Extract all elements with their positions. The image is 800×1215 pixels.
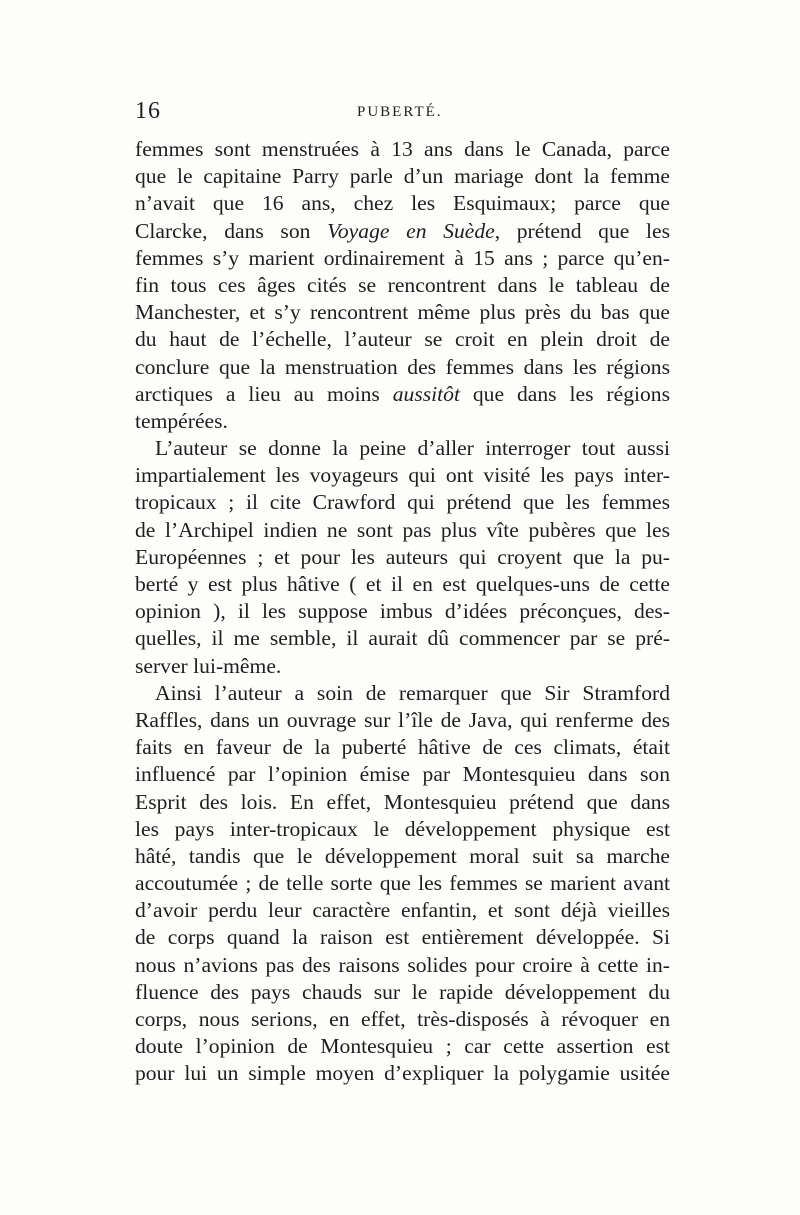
text-line xyxy=(135,734,670,761)
text-line xyxy=(135,489,670,516)
text-segment: les pays inter-tropicaux le développement physique est xyxy=(135,816,670,841)
text-segment: de corps quand la raison est entièrement développée. Si xyxy=(135,925,670,950)
text-segment: corps, nous serions, en effet, très-disposés à révoquer en xyxy=(135,1007,670,1031)
text-segment: Manchester, et s’y rencontrent même plus près du bas que xyxy=(135,300,670,325)
text-line xyxy=(135,218,670,245)
text-segment: doute l’opinion de Montesquieu ; car cette assertion est xyxy=(135,1034,670,1059)
text-line xyxy=(135,870,670,897)
text-line xyxy=(135,707,670,734)
text-line xyxy=(135,544,670,571)
text-line xyxy=(135,761,670,788)
text-line xyxy=(135,816,670,843)
text-segment: , prétend que les xyxy=(494,218,670,243)
text-line xyxy=(135,435,670,462)
text-segment: Esprit des lois. En effet, Montesquieu prétend que dans xyxy=(135,789,670,814)
text-segment: influencé par l’opinion émise par Montesquieu dans son xyxy=(135,762,670,787)
page-number: 16 xyxy=(135,98,161,124)
text-segment: fluence des pays chauds sur le rapide développement du xyxy=(135,979,670,1004)
running-head: PUBERTÉ. xyxy=(357,104,443,120)
text-line xyxy=(135,272,670,299)
text-segment: berté y est plus hâtive ( et il en est quelques-uns de cette xyxy=(135,572,670,596)
body-text xyxy=(135,136,670,1088)
text-segment: de l’Archipel indien ne sont pas plus vîte pubères que les xyxy=(135,517,670,542)
text-line xyxy=(135,789,670,816)
text-segment: conclure que la menstruation des femmes dans les régions xyxy=(135,354,670,379)
text-segment: Européennes ; et pour les auteurs qui croyent que la pu- xyxy=(135,544,670,569)
text-segment: quelles, il me semble, il aurait dû commencer par se pré- xyxy=(135,626,670,651)
text-line xyxy=(135,1006,670,1033)
text-segment: impartialement les voyageurs qui ont visité les pays inter- xyxy=(135,463,670,488)
text-line xyxy=(135,1033,670,1060)
text-segment: server lui-même. xyxy=(135,653,282,678)
text-line xyxy=(135,381,670,408)
text-line xyxy=(135,653,670,680)
page-header xyxy=(135,98,670,126)
text-line xyxy=(135,571,670,598)
text-segment: L’auteur se donne la peine d’aller interroger tout aussi xyxy=(155,436,670,461)
text-line xyxy=(135,136,670,163)
text-segment: tropicaux ; il cite Crawford qui prétend que les femmes xyxy=(135,490,670,515)
text-line xyxy=(135,408,670,435)
text-line xyxy=(135,326,670,353)
text-segment: Ainsi l’auteur a soin de remarquer que Sir Stramford xyxy=(155,680,670,705)
text-segment: pour lui un simple moyen d’expliquer la polygamie usitée xyxy=(135,1061,670,1086)
text-line xyxy=(135,517,670,544)
text-line xyxy=(135,354,670,381)
italic-text: aussitôt xyxy=(392,381,460,406)
text-segment: accoutumée ; de telle sorte que les femmes se marient avant xyxy=(135,871,670,896)
text-line xyxy=(135,843,670,870)
text-segment: Clarcke, dans son xyxy=(135,218,328,243)
text-line xyxy=(135,299,670,326)
text-segment: faits en faveur de la puberté hâtive de ces climats, était xyxy=(135,735,670,760)
text-segment: arctiques a lieu au moins xyxy=(135,381,393,406)
text-line xyxy=(135,163,670,190)
italic-text: Voyage en Suède xyxy=(327,218,495,243)
text-segment: n’avait que 16 ans, chez les Esquimaux; parce que xyxy=(135,191,670,216)
text-segment: Raffles, dans un ouvrage sur l’île de Java, qui renferme des xyxy=(135,707,670,732)
text-line xyxy=(135,924,670,951)
text-segment: opinion ), il les suppose imbus d’idées préconçues, des- xyxy=(135,599,670,624)
text-segment: hâté, tandis que le développement moral suit sa marche xyxy=(135,843,670,868)
text-line xyxy=(135,625,670,652)
text-segment: que le capitaine Parry parle d’un mariage dont la femme xyxy=(135,164,670,189)
text-line xyxy=(135,245,670,272)
text-segment: fin tous ces âges cités se rencontrent dans le tableau de xyxy=(135,272,670,297)
text-segment: du haut de l’échelle, l’auteur se croit en plein droit de xyxy=(135,327,670,352)
text-segment: d’avoir perdu leur caractère enfantin, et sont déjà vieilles xyxy=(135,898,670,923)
text-line xyxy=(135,598,670,625)
text-line xyxy=(135,952,670,979)
text-line xyxy=(135,462,670,489)
text-segment: femmes sont menstruées à 13 ans dans le Canada, parce xyxy=(135,137,670,161)
text-segment: femmes s’y marient ordinairement à 15 ans ; parce qu’en- xyxy=(135,245,670,270)
text-line xyxy=(135,979,670,1006)
text-line xyxy=(135,190,670,217)
text-line xyxy=(135,1060,670,1087)
text-line xyxy=(135,897,670,924)
text-segment: que dans les régions xyxy=(459,381,670,406)
text-segment: nous n’avions pas des raisons solides pour croire à cette in- xyxy=(135,952,670,977)
text-segment: tempérées. xyxy=(135,408,228,433)
text-line xyxy=(135,680,670,707)
